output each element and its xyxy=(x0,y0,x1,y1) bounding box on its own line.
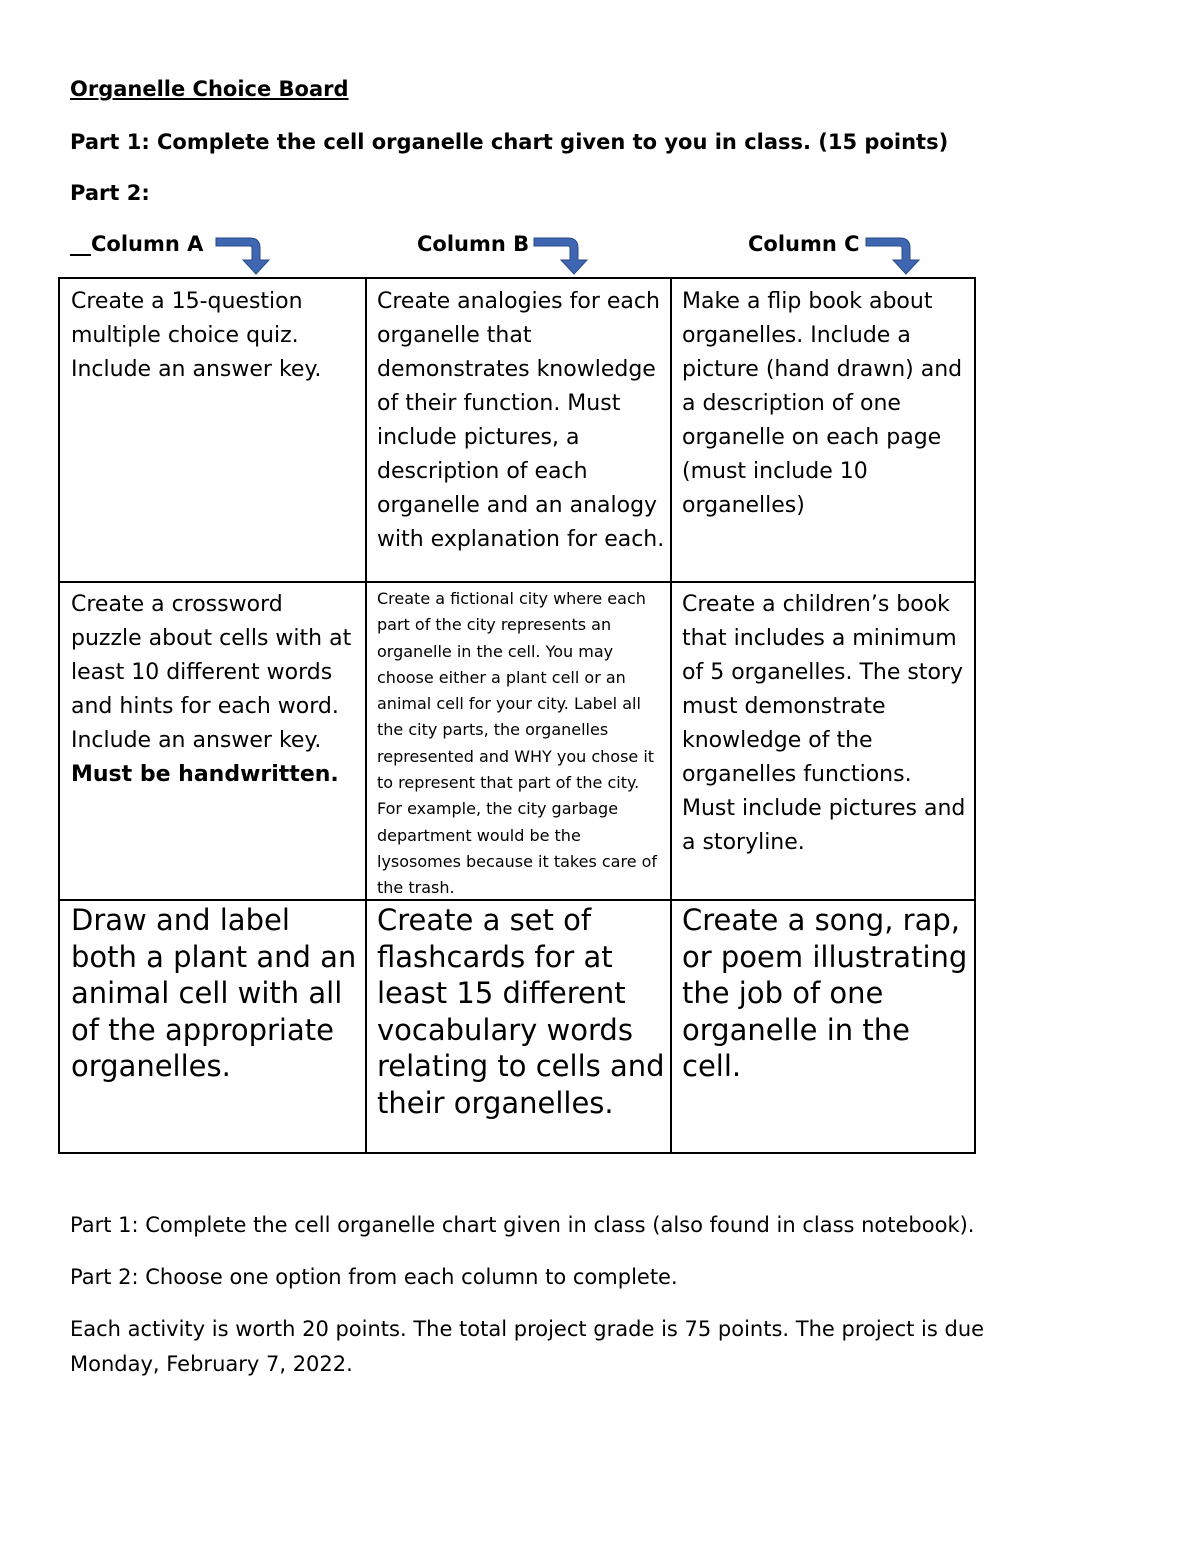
cell-text: Create analogies for each organelle that demonstrates knowledge of their function. Must include pictures, a description of each organelle and an analogy with explanation for each. xyxy=(377,289,665,552)
board-cell-a3 xyxy=(60,900,366,1154)
column-b-label: Column B xyxy=(417,232,530,256)
curved-down-arrow-icon xyxy=(214,234,276,276)
cell-text: Create a set of flashcards for at least 15 different vocabulary words relating to cells and their organelles. xyxy=(377,903,665,1120)
column-c-label: Column C xyxy=(748,232,860,256)
page-title: Organelle Choice Board xyxy=(70,77,349,101)
board-cell-c1 xyxy=(671,279,976,582)
footer-part2: Part 2: Choose one option from each column to complete. xyxy=(70,1265,678,1289)
footer-part1: Part 1: Complete the cell organelle chart given in class (also found in class notebook). xyxy=(70,1213,975,1237)
board-cell-b1 xyxy=(366,279,671,582)
board-cell-b3 xyxy=(366,900,671,1154)
curved-down-arrow-icon xyxy=(532,234,594,276)
part1-heading: Part 1: Complete the cell organelle chart given to you in class. (15 points) xyxy=(70,130,949,154)
board-cell-b2 xyxy=(366,582,671,900)
board-cell-a2 xyxy=(60,582,366,900)
board-cell-a1 xyxy=(60,279,366,582)
cell-text: Create a song, rap, or poem illustrating the job of one organelle in the cell. xyxy=(682,903,968,1083)
footer-grading: Each activity is worth 20 points. The total project grade is 75 points. The project is due Monday, February 7, 2022. xyxy=(70,1317,985,1376)
board-cell-c3 xyxy=(671,900,976,1154)
curved-down-arrow-icon xyxy=(864,234,926,276)
choice-board-table xyxy=(58,277,976,1154)
cell-text: Create a crossword puzzle about cells with at least 10 different words and hints for each word. Include an answer key. xyxy=(71,592,352,753)
cell-text: Make a flip book about organelles. Include a picture (hand drawn) and a description of one organelle on each page (must include 10 organelles) xyxy=(682,289,963,518)
column-a-label: __Column A xyxy=(70,232,204,256)
cell-text: Draw and label both a plant and an animal cell with all of the appropriate organelles. xyxy=(71,903,357,1083)
board-cell-c2 xyxy=(671,582,976,900)
cell-text: Create a fictional city where each part of the city represents an organelle in the cell. You may choose either a plant cell or an animal cell for your city. Label all the city parts, the organelles represented and WHY you chose it to represent that part of the city. For example, the city garbage department would be the lysosomes because it takes care of the trash. xyxy=(377,589,658,898)
cell-text-emphasis: Must be handwritten. xyxy=(71,762,339,787)
cell-text: Create a 15-question multiple choice quiz. Include an answer key. xyxy=(71,289,322,382)
cell-text: Create a children’s book that includes a minimum of 5 organelles. The story must demonstrate knowledge of the organelles functions. Must include pictures and a storyline. xyxy=(682,592,966,855)
part2-heading: Part 2: xyxy=(70,181,150,205)
